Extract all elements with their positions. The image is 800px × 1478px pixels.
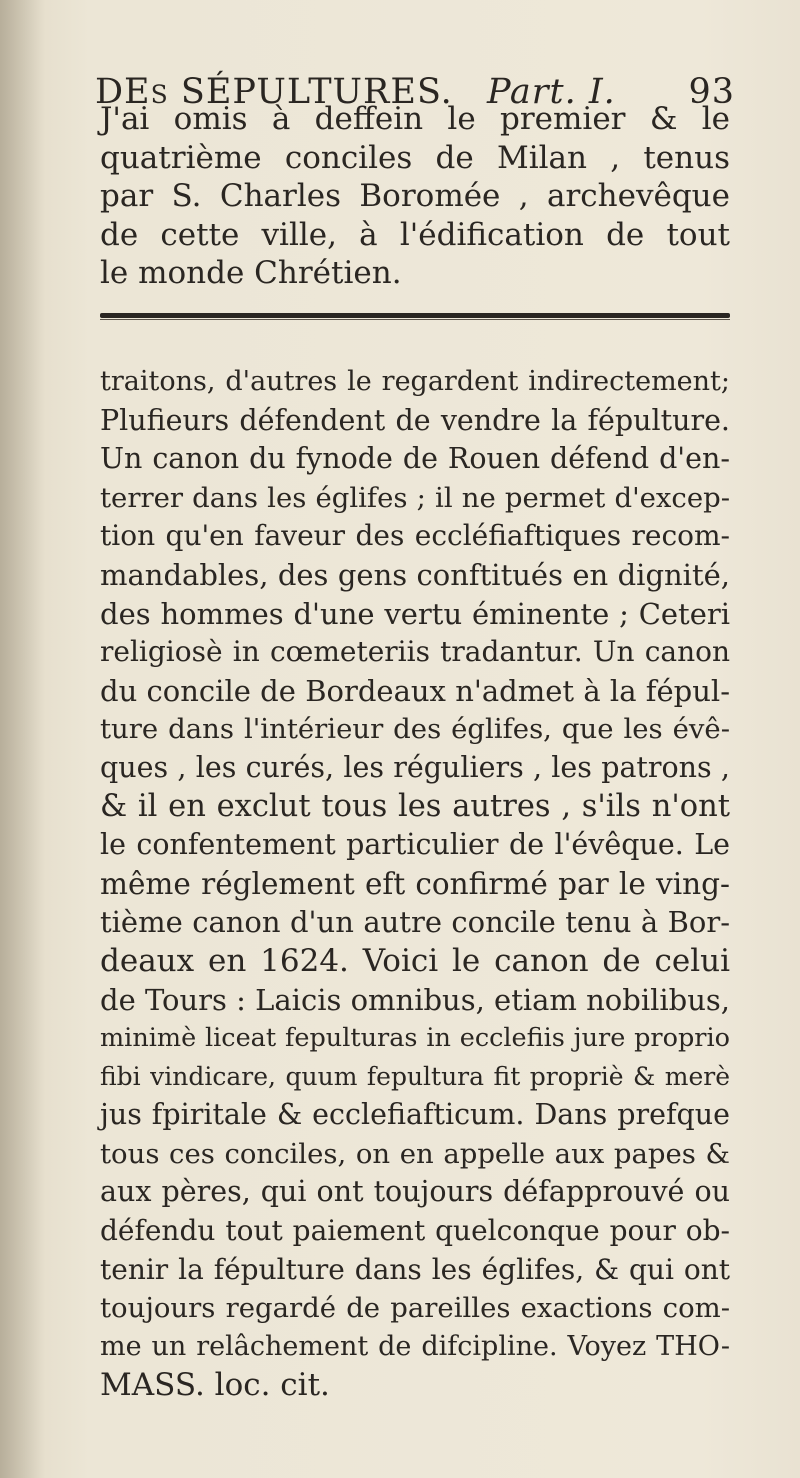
main-text (100, 363, 730, 1405)
text-line: le confentement particulier de l'évêque. Le (100, 828, 730, 862)
page-number: 93 (688, 72, 735, 112)
text-line: traitons, d'autres le regardent indirectement; (100, 366, 730, 397)
text-line: défendu tout paiement quelconque pour ob- (100, 1214, 730, 1248)
text-line: même réglement eft confirmé par le ving- (100, 866, 730, 901)
running-header-part: Part. I. (486, 72, 616, 112)
text-line: quatrième conciles de Milan , tenus (100, 139, 730, 176)
text-line: religiosè in cœmeteriis tradantur. Un canon (100, 635, 730, 669)
text-line: ques , les curés, les réguliers , les patrons , (100, 750, 730, 784)
text-line: le monde Chrétien. (100, 255, 402, 292)
text-line: me un relâchement de difcipline. Voyez THO- (100, 1330, 730, 1362)
running-header-title: DEs SÉPULTURES. (95, 72, 453, 112)
text-line: Plufieurs défendent de vendre la fépulture. (100, 403, 730, 437)
text-line: mandables, des gens conftitués en dignité, (100, 557, 730, 592)
text-line: de Tours : Laicis omnibus, etiam nobilibus, (100, 982, 730, 1017)
text-line: tous ces conciles, on en appelle aux papes & (100, 1137, 730, 1170)
text-line: deaux en 1624. Voici le canon de celui (100, 942, 730, 979)
text-line: fibi vindicare, quum fepultura fit propriè & merè (100, 1061, 730, 1091)
text-line: J'ai omis à deffein le premier & le (100, 101, 730, 137)
top-paragraph (100, 100, 730, 293)
text-line: tenir la fépulture dans les églifes, & qui ont (100, 1252, 730, 1286)
text-line: MASS. loc. cit. (100, 1367, 330, 1404)
text-line: ture dans l'intérieur des églifes, que les évê- (100, 713, 730, 746)
text-line: tième canon d'un autre concile tenu à Bor- (100, 905, 730, 940)
text-line: terrer dans les églifes ; il ne permet d'excep- (100, 481, 730, 514)
text-line: toujours regardé de pareilles exactions com- (100, 1292, 730, 1325)
text-line: jus fpiritale & ecclefiafticum. Dans prefque (100, 1098, 730, 1132)
text-line: aux pères, qui ont toujours défapprouvé ou (100, 1175, 730, 1209)
text-line: minimè liceat fepulturas in ecclefiis jure proprio (100, 1023, 730, 1054)
text-line: tion qu'en faveur des eccléfiaftiques recom- (100, 519, 730, 553)
text-line: & il en exclut tous les autres , s'ils n'ont (100, 788, 730, 824)
text-line: de cette ville, à l'édification de tout (100, 216, 730, 253)
text-line: par S. Charles Boromée , archevêque (100, 178, 730, 215)
text-line: du concile de Bordeaux n'admet à la fépul- (100, 673, 730, 708)
page-gutter-shadow (0, 0, 45, 1478)
section-divider-rule (100, 313, 730, 318)
text-line: Un canon du fynode de Rouen défend d'en- (100, 442, 730, 476)
text-line: des hommes d'une vertu éminente ; Ceteri (100, 596, 730, 631)
